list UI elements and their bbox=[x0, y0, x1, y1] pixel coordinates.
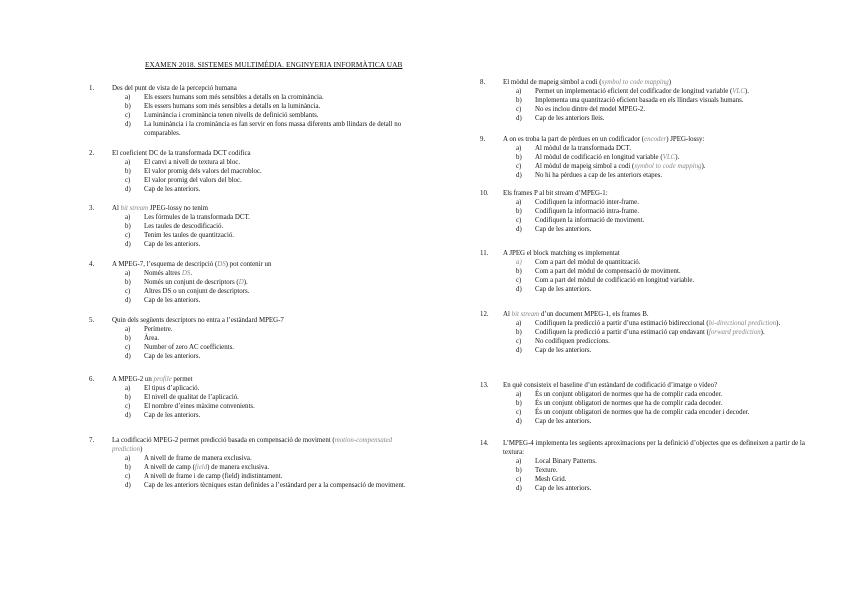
answer-option bbox=[480, 88, 810, 97]
text: A nivell de frame i de camp (field) indistintament. bbox=[144, 472, 283, 480]
question-stem bbox=[89, 150, 419, 159]
text: Les fórmules de la transformada DCT. bbox=[144, 213, 250, 221]
text: Des del punt de vista de la percepció humana bbox=[112, 85, 237, 92]
answer-option bbox=[480, 172, 810, 181]
text: Cap de les anteriors. bbox=[535, 346, 592, 354]
answer-option bbox=[480, 154, 810, 163]
answer-option bbox=[480, 286, 810, 295]
text: Àrea. bbox=[144, 334, 160, 342]
question-5 bbox=[89, 317, 419, 362]
option-letter: a) bbox=[125, 384, 131, 392]
question-stem bbox=[89, 85, 419, 94]
answer-option bbox=[89, 297, 419, 306]
answer-option bbox=[89, 168, 419, 177]
answer-options bbox=[89, 159, 419, 195]
text-part: Al mòdul de mapeig simbol a codi ( bbox=[535, 162, 635, 170]
text: Cap de les anteriors. bbox=[535, 484, 592, 492]
question-3 bbox=[89, 205, 419, 250]
text: Perímetre. bbox=[144, 325, 173, 333]
option-letter: d) bbox=[516, 285, 522, 293]
answer-option bbox=[89, 232, 419, 241]
answer-option bbox=[89, 455, 419, 464]
answer-options bbox=[480, 391, 810, 427]
text: Al mòdul de la transformada DCT. bbox=[535, 144, 631, 152]
option-letter: d) bbox=[125, 352, 131, 360]
option-letter: b) bbox=[516, 328, 522, 336]
text: Codifiquen la informació de moviment. bbox=[535, 216, 645, 224]
option-letter: a) bbox=[516, 457, 522, 465]
answer-option bbox=[89, 403, 419, 412]
answer-options bbox=[480, 458, 810, 494]
answer-option bbox=[89, 159, 419, 168]
option-letter: a) bbox=[516, 390, 522, 398]
answer-option bbox=[480, 226, 810, 235]
option-letter: c) bbox=[516, 337, 522, 345]
option-letter: d) bbox=[125, 120, 131, 128]
text-part: ). bbox=[675, 153, 680, 161]
italic-term: VLC bbox=[732, 87, 745, 95]
text: Com a part del mòdul de codificació en longitud variable. bbox=[535, 276, 695, 284]
answer-option bbox=[89, 326, 419, 335]
question-stem bbox=[89, 205, 419, 214]
option-letter: b) bbox=[125, 222, 131, 230]
text: Cap de les anteriors. bbox=[535, 285, 592, 293]
answer-options bbox=[89, 385, 419, 421]
answer-option bbox=[89, 241, 419, 250]
option-letter: a) bbox=[516, 258, 522, 266]
text-part: Al bbox=[112, 205, 121, 212]
option-letter: c) bbox=[516, 162, 522, 170]
text: Cap de les anteriors. bbox=[535, 417, 592, 425]
text-part: A nivell de camp ( bbox=[144, 463, 195, 471]
answer-option bbox=[89, 288, 419, 297]
answer-option bbox=[89, 121, 419, 139]
question-10 bbox=[480, 190, 810, 235]
question-13 bbox=[480, 382, 810, 427]
text: El valor promig del valors del bloc. bbox=[144, 176, 242, 184]
italic-term: field bbox=[194, 463, 208, 471]
answer-option bbox=[89, 279, 419, 288]
text-part: Al bbox=[503, 311, 512, 318]
question-14 bbox=[480, 440, 810, 493]
text: Els essers humans som més sensibles a detalls en la crominància. bbox=[144, 93, 324, 101]
option-letter: b) bbox=[516, 399, 522, 407]
italic-term: profile bbox=[153, 376, 172, 383]
text: Cap de les anteriors. bbox=[144, 411, 201, 419]
text: La luminància i la crominància es fan servir en fons massa diferents amb llindars de detall no comparables. bbox=[144, 120, 402, 137]
question-stem bbox=[480, 440, 810, 458]
question-stem bbox=[89, 437, 419, 455]
answer-option bbox=[480, 338, 810, 347]
answer-options bbox=[89, 455, 419, 491]
question-7 bbox=[89, 437, 419, 490]
answer-option bbox=[480, 199, 810, 208]
question-number: 3. bbox=[89, 205, 95, 212]
text-part: ) bbox=[668, 79, 672, 86]
answer-option bbox=[480, 485, 810, 494]
answer-options bbox=[480, 88, 810, 124]
text: Cap de les anteriors. bbox=[144, 240, 201, 248]
option-letter: b) bbox=[516, 466, 522, 474]
question-11 bbox=[480, 250, 810, 295]
text-part: ) de manera exclusiva. bbox=[207, 463, 270, 471]
text: El nombre d’eines màxime convenients. bbox=[144, 402, 255, 410]
question-number: 4. bbox=[89, 261, 95, 268]
answer-option bbox=[89, 94, 419, 103]
text: Codifiquen la informació intra-frame. bbox=[535, 207, 640, 215]
question-number: 1. bbox=[89, 85, 95, 92]
text-part: La codificació MPEG-2 permet predicció basada en compensació de moviment ( bbox=[112, 437, 335, 444]
option-letter: d) bbox=[125, 240, 131, 248]
option-letter: c) bbox=[125, 231, 131, 239]
question-number: 2. bbox=[89, 150, 95, 157]
text-part: Només un conjunt de descriptors ( bbox=[144, 278, 239, 286]
text-part: permet bbox=[171, 376, 193, 383]
answer-option bbox=[89, 353, 419, 362]
answer-options bbox=[480, 145, 810, 181]
italic-term: bit stream bbox=[511, 311, 540, 318]
answer-option bbox=[480, 259, 810, 268]
question-stem bbox=[480, 311, 810, 320]
answer-option bbox=[480, 458, 810, 467]
option-letter: a) bbox=[516, 198, 522, 206]
text: L’MPEG-4 implementa les següents aproximacions per la definició d’objectes que es defineixen a partir de la textura: bbox=[503, 440, 805, 456]
text-part: ). bbox=[776, 319, 781, 327]
text: Codifiquen la informació inter-frame. bbox=[535, 198, 639, 206]
text: És un conjunt obligatori de normes que ha de complir cada decoder. bbox=[535, 399, 723, 407]
question-stem bbox=[89, 317, 419, 326]
option-letter: b) bbox=[516, 96, 522, 104]
text-part: A MPEG-7, l’esquema de descripció ( bbox=[112, 261, 218, 268]
text: Cap de les anteriors. bbox=[144, 352, 201, 360]
option-letter: a) bbox=[125, 325, 131, 333]
text: Cap de les anteriors. bbox=[144, 296, 201, 304]
question-stem bbox=[480, 190, 810, 199]
question-stem bbox=[89, 376, 419, 385]
text: El canvi a nivell de textura al bloc. bbox=[144, 158, 241, 166]
text: Les taules de descodificació. bbox=[144, 222, 224, 230]
option-letter: b) bbox=[516, 153, 522, 161]
answer-option bbox=[480, 145, 810, 154]
question-number: 13. bbox=[480, 382, 489, 389]
text-part: Codifiquen la predicció a partir d’una estimació bidireccional ( bbox=[535, 319, 709, 327]
option-letter: a) bbox=[125, 213, 131, 221]
question-stem bbox=[480, 250, 810, 259]
italic-term: forward prediction bbox=[708, 328, 761, 336]
answer-option bbox=[89, 214, 419, 223]
answer-option bbox=[89, 344, 419, 353]
option-letter: c) bbox=[125, 472, 131, 480]
text: Tenim les taules de quantització. bbox=[144, 231, 235, 239]
answer-option bbox=[480, 277, 810, 286]
option-letter: c) bbox=[516, 475, 522, 483]
italic-term: bit stream bbox=[120, 205, 149, 212]
text: Els frames P al bit stream d’MPEG-1: bbox=[503, 190, 608, 197]
answer-option bbox=[480, 320, 810, 329]
option-letter: b) bbox=[125, 334, 131, 342]
answer-option bbox=[89, 464, 419, 473]
option-letter: d) bbox=[516, 484, 522, 492]
text: Cap de les anteriors lleis. bbox=[535, 114, 605, 122]
text: A nivell de frame de manera exclusiva. bbox=[144, 454, 252, 462]
text-part: ). bbox=[760, 328, 765, 336]
option-letter: a) bbox=[125, 158, 131, 166]
option-letter: c) bbox=[516, 105, 522, 113]
option-letter: b) bbox=[125, 167, 131, 175]
answer-option bbox=[480, 400, 810, 409]
question-number: 5. bbox=[89, 317, 95, 324]
text-part: ). bbox=[701, 162, 706, 170]
text: No hi ha pèrdues a cap de les anteriors etapes. bbox=[535, 171, 663, 179]
answer-option bbox=[89, 112, 419, 121]
text-part: ) pot contenir un bbox=[225, 261, 272, 268]
italic-term: motion-compensated prediction bbox=[112, 437, 393, 453]
text: Local Binary Patterns. bbox=[535, 457, 597, 465]
option-letter: c) bbox=[125, 176, 131, 184]
answer-options bbox=[89, 214, 419, 250]
option-letter: d) bbox=[516, 417, 522, 425]
text: Cap de les anteriors. bbox=[535, 225, 592, 233]
text: El valor promig dels valors del macrobloc. bbox=[144, 167, 262, 175]
option-letter: b) bbox=[125, 393, 131, 401]
option-letter: d) bbox=[516, 114, 522, 122]
question-number: 6. bbox=[89, 376, 95, 383]
text: Cap de les anteriors tècniques estan definides a l’estàndard per a la compensació de moviment. bbox=[144, 481, 406, 489]
answer-option bbox=[480, 217, 810, 226]
answer-option bbox=[89, 482, 419, 491]
option-letter: b) bbox=[125, 463, 131, 471]
option-letter: c) bbox=[125, 287, 131, 295]
text-part: Només altres bbox=[144, 269, 182, 277]
italic-term: DS bbox=[181, 269, 191, 277]
option-letter: c) bbox=[516, 408, 522, 416]
question-6 bbox=[89, 376, 419, 421]
answer-option bbox=[480, 97, 810, 106]
answer-options bbox=[89, 326, 419, 362]
text: El coeficient DC de la transformada DCT codifica bbox=[112, 150, 251, 157]
question-number: 14. bbox=[480, 440, 489, 447]
exam-title: EXAMEN 2018. SISTEMES MULTIMÈDIA. ENGINYERIA INFORMÀTICA UAB bbox=[145, 60, 403, 69]
answer-options bbox=[480, 259, 810, 295]
answer-option bbox=[480, 208, 810, 217]
answer-options bbox=[480, 320, 810, 356]
answer-option bbox=[480, 347, 810, 356]
answer-option bbox=[89, 186, 419, 195]
text: Com a part del mòdul de compensació de moviment. bbox=[535, 267, 681, 275]
answer-option bbox=[480, 115, 810, 124]
option-letter: d) bbox=[516, 171, 522, 179]
answer-option bbox=[480, 268, 810, 277]
answer-option bbox=[89, 385, 419, 394]
question-2 bbox=[89, 150, 419, 195]
text: El nivell de qualitat de l’aplicació. bbox=[144, 393, 239, 401]
text-part: JPEG-lossy no tenim bbox=[148, 205, 209, 212]
option-letter: c) bbox=[516, 276, 522, 284]
answer-option bbox=[480, 391, 810, 400]
answer-option bbox=[480, 476, 810, 485]
option-letter: b) bbox=[516, 267, 522, 275]
question-12 bbox=[480, 311, 810, 356]
answer-option bbox=[480, 409, 810, 418]
text: No codifiquen prediccions. bbox=[535, 337, 610, 345]
text-part: A on es troba la part de pèrdues en un codificador ( bbox=[503, 136, 645, 143]
answer-option bbox=[480, 329, 810, 338]
text-part: Codifiquen la predicció a partir d’una estimació cap endavant ( bbox=[535, 328, 709, 336]
answer-options bbox=[480, 199, 810, 235]
question-stem bbox=[89, 261, 419, 270]
text: Luminància i crominància tenen nivells de definició semblants. bbox=[144, 111, 319, 119]
answer-option bbox=[480, 467, 810, 476]
text: És un conjunt obligatori de normes que ha de complir cada encoder. bbox=[535, 390, 723, 398]
text-part: A MPEG-2 un bbox=[112, 376, 154, 383]
option-letter: d) bbox=[125, 411, 131, 419]
text: En què consisteix el baseline d’un estàndard de codificació d’imatge o vídeo? bbox=[503, 382, 718, 389]
answer-options bbox=[89, 270, 419, 306]
answer-option bbox=[480, 418, 810, 427]
option-letter: b) bbox=[516, 207, 522, 215]
option-letter: c) bbox=[516, 216, 522, 224]
answer-option bbox=[89, 223, 419, 232]
italic-term: VLC bbox=[662, 153, 676, 161]
option-letter: d) bbox=[516, 225, 522, 233]
option-letter: a) bbox=[125, 269, 131, 277]
text-part: El mòdul de mapeig simbol a codi ( bbox=[503, 79, 602, 86]
italic-term: bi-directional prediction bbox=[708, 319, 777, 327]
answer-option bbox=[89, 473, 419, 482]
question-9 bbox=[480, 136, 810, 181]
text: És un conjunt obligatori de normes que ha de complir cada encoder i decoder. bbox=[535, 408, 750, 416]
text: Els essers humans som més sensibles a detalls en la luminància. bbox=[144, 102, 321, 110]
answer-option bbox=[89, 412, 419, 421]
option-letter: c) bbox=[125, 343, 131, 351]
question-number: 11. bbox=[480, 250, 489, 257]
text: Com a part del mòdul de quantització. bbox=[535, 258, 641, 266]
text: Altres DS o un conjunt de descriptors. bbox=[144, 287, 250, 295]
question-stem bbox=[480, 136, 810, 145]
text-part: ). bbox=[243, 278, 248, 286]
text-part: Al mòdul de codificació en longitud variable ( bbox=[535, 153, 663, 161]
text-part: ) JPEG-lossy: bbox=[666, 136, 705, 143]
option-letter: a) bbox=[516, 144, 522, 152]
text: El tipus d’aplicació. bbox=[144, 384, 200, 392]
option-letter: a) bbox=[516, 319, 522, 327]
answer-options bbox=[89, 94, 419, 139]
option-letter: a) bbox=[516, 87, 522, 95]
text-part: Permet un implementació eficient del codificador de longitud variable ( bbox=[535, 87, 733, 95]
text-part: d’un document MPEG-1, els frames B. bbox=[539, 311, 649, 318]
answer-option bbox=[89, 177, 419, 186]
text: Quin dels següents descriptors no entra a l’estàndard MPEG-7 bbox=[112, 317, 284, 324]
text: No es inclou dintre del model MPEG-2. bbox=[535, 105, 646, 113]
option-letter: d) bbox=[516, 346, 522, 354]
answer-option bbox=[89, 394, 419, 403]
text: Implementa una quantització eficient basada en els llindars visuals humans. bbox=[535, 96, 744, 104]
question-number: 12. bbox=[480, 311, 489, 318]
question-number: 8. bbox=[480, 79, 486, 86]
text: Mesh Grid. bbox=[535, 475, 567, 483]
option-letter: d) bbox=[125, 481, 131, 489]
text: Number of zero AC coefficients. bbox=[144, 343, 234, 351]
option-letter: b) bbox=[125, 102, 131, 110]
option-letter: d) bbox=[125, 185, 131, 193]
italic-term: symbol to code mapping bbox=[601, 79, 669, 86]
option-letter: d) bbox=[125, 296, 131, 304]
text-part: ). bbox=[744, 87, 749, 95]
italic-term: D bbox=[238, 278, 244, 286]
question-stem bbox=[480, 382, 810, 391]
option-letter: c) bbox=[125, 111, 131, 119]
question-1 bbox=[89, 85, 419, 138]
text-part: ) bbox=[140, 445, 143, 453]
text: Cap de les anteriors. bbox=[144, 185, 201, 193]
text: Texture. bbox=[535, 466, 558, 474]
italic-term: symbol to code mapping bbox=[634, 162, 702, 170]
question-number: 7. bbox=[89, 437, 95, 444]
answer-option bbox=[480, 163, 810, 172]
question-4 bbox=[89, 261, 419, 306]
question-stem bbox=[480, 79, 810, 88]
option-letter: a) bbox=[125, 454, 131, 462]
option-letter: c) bbox=[125, 402, 131, 410]
answer-option bbox=[480, 106, 810, 115]
question-8 bbox=[480, 79, 810, 124]
answer-option bbox=[89, 270, 419, 279]
italic-term: encoder bbox=[644, 136, 667, 143]
text-part: . bbox=[190, 269, 193, 277]
italic-term: DS bbox=[217, 261, 226, 268]
text: A JPEG el block matching es implementat bbox=[503, 250, 620, 257]
answer-option bbox=[89, 103, 419, 112]
option-letter: b) bbox=[125, 278, 131, 286]
answer-option bbox=[89, 335, 419, 344]
question-number: 9. bbox=[480, 136, 486, 143]
question-number: 10. bbox=[480, 190, 489, 197]
option-letter: a) bbox=[125, 93, 131, 101]
